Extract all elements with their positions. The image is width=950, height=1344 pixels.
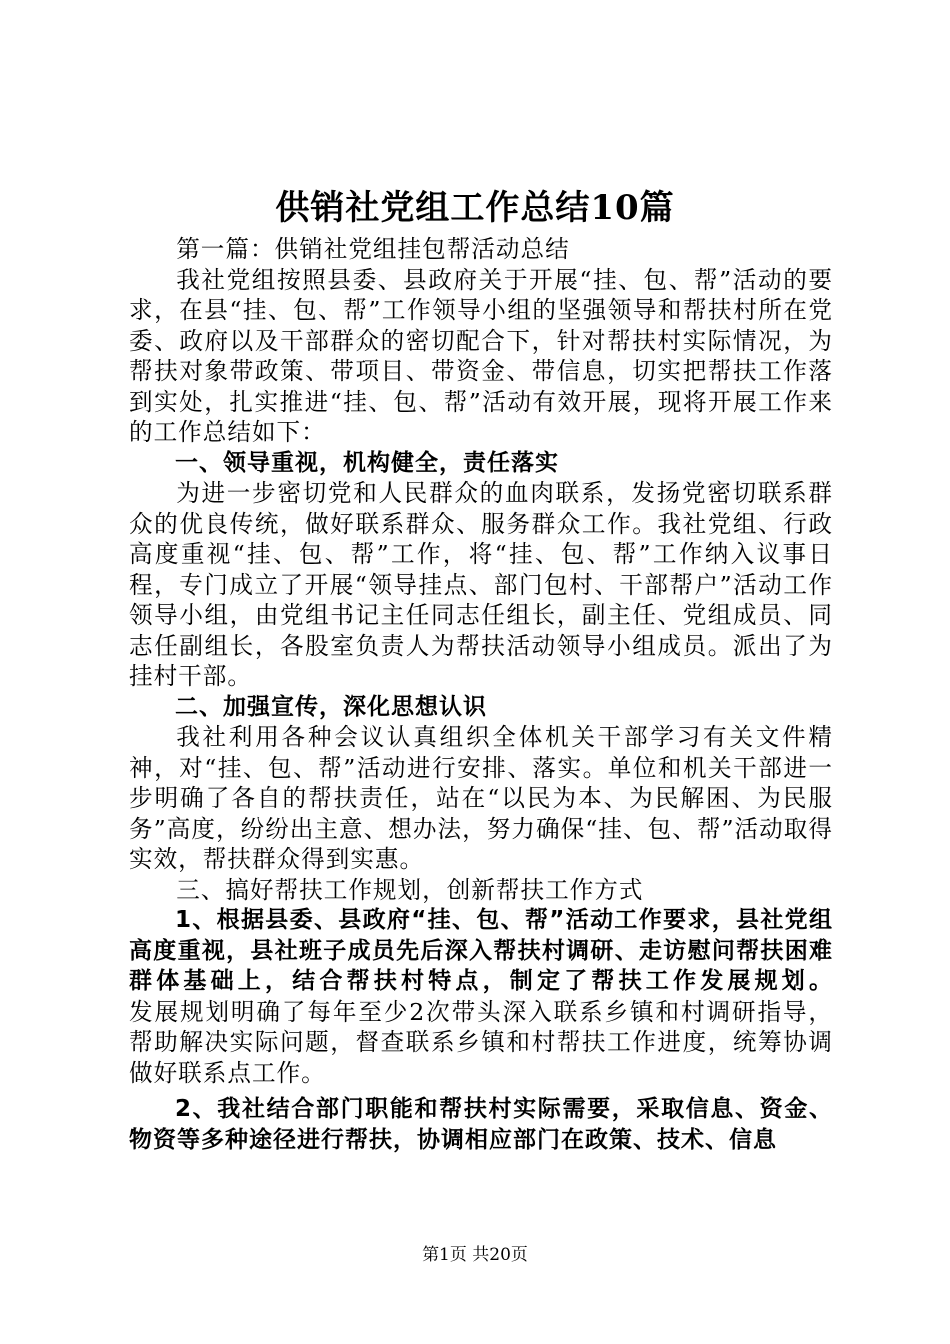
- paragraph-planning: 发展规划明确了每年至少2次带头深入联系乡镇和村调研指导，帮助解决实际问题，督查联系乡镇和村帮扶工作进度，统筹协调做好联系点工作。: [129, 997, 833, 1087]
- section-heading-3: 三、搞好帮扶工作规划，创新帮扶工作方式: [176, 875, 644, 904]
- section-heading-part-one: 第一篇：供销社党组挂包帮活动总结: [176, 235, 570, 263]
- section-heading-1: 一、领导重视，机构健全，责任落实: [175, 449, 559, 476]
- paragraph-leadership: 为进一步密切党和人民群众的血肉联系，发扬党密切联系群众的优良传统，做好联系群众、服务群众工作。我社党组、行政高度重视“挂、包、帮”工作，将“挂、包、帮”工作纳入议事日程，专门成立了开展“领导挂点、部门包村、干部帮户”活动工作领导小组，由党组书记主任同志任组长，副主任、党组成员、同志任副组长，各股室负责人为帮扶活动领导小组成员。派出了为挂村干部。: [129, 479, 833, 690]
- paragraph-support-methods: 2、我社结合部门职能和帮扶村实际需要，采取信息、资金、物资等多种途径进行帮扶，协调相应部门在政策、技术、信息: [129, 1096, 833, 1153]
- section-heading-2: 二、加强宣传，深化思想认识: [175, 693, 487, 720]
- page-number-footer: 第1页 共20页: [422, 1245, 528, 1265]
- paragraph-intro: 我社党组按照县委、县政府关于开展“挂、包、帮”活动的要求，在县“挂、包、帮”工作领导小组的坚强领导和帮扶村所在党委、政府以及干部群众的密切配合下，针对帮扶村实际情况，为帮扶对象带政策、带项目、带资金、带信息，切实把帮扶工作落到实处，扎实推进“挂、包、帮”活动有效开展，现将开展工作来的工作总结如下：: [129, 265, 833, 446]
- paragraph-publicity: 我社利用各种会议认真组织全体机关干部学习有关文件精神，对“挂、包、帮”活动进行安排、落实。单位和机关干部进一步明确了各自的帮扶责任，站在“以民为本、为民解困、为民服务”高度，纷纷出主意、想办法，努力确保“挂、包、帮”活动取得实效，帮扶群众得到实惠。: [129, 723, 833, 873]
- paragraph-planning-bold: 1、根据县委、县政府“挂、包、帮”活动工作要求，县社党组高度重视，县社班子成员先后深入帮扶村调研、走访慰问帮扶困难群体基础上，结合帮扶村特点，制定了帮扶工作发展规划。: [129, 907, 833, 994]
- document-body: [129, 234, 833, 1155]
- document-title: 供销社党组工作总结10篇: [275, 188, 675, 228]
